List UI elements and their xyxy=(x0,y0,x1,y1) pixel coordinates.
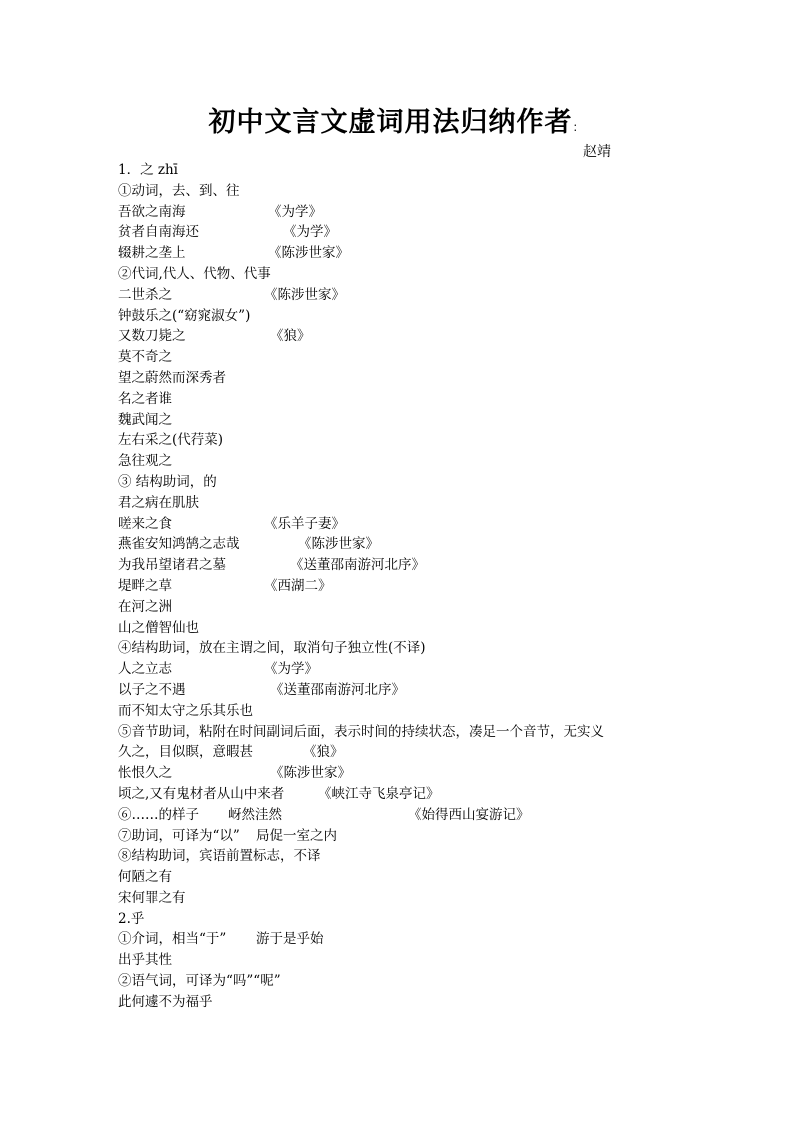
line-text: ⑥……的样子 xyxy=(118,806,199,823)
line-text: 吾欲之南海 xyxy=(118,203,186,220)
text-line xyxy=(118,638,678,659)
line-text: 出乎其性 xyxy=(118,952,172,969)
line-text: 急往观之 xyxy=(118,453,172,470)
line-source: 《陈涉世家》 xyxy=(268,245,349,262)
line-text: 1．之 zhī xyxy=(118,162,179,178)
line-text: ②代词,代人、代物、代事 xyxy=(118,265,271,282)
text-line xyxy=(118,971,678,992)
line-text: 堤畔之草 xyxy=(118,577,172,594)
text-line xyxy=(118,784,678,805)
line-text: 怅恨久之 xyxy=(118,765,172,782)
text-line xyxy=(118,222,678,243)
text-line xyxy=(118,181,678,202)
text-line xyxy=(118,451,678,472)
line-source: 《陈涉世家》 xyxy=(298,536,379,553)
line-source: 《乐羊子妻》 xyxy=(264,515,345,532)
line-text: 辍耕之垄上 xyxy=(118,245,186,262)
line-text: 君之病在肌肤 xyxy=(118,494,199,511)
author-name: 赵靖 xyxy=(583,144,611,160)
text-line xyxy=(118,680,678,701)
line-text: ①动词，去、到、往 xyxy=(118,182,240,199)
line-text: 左右采之(代荇菜) xyxy=(118,432,224,449)
text-line xyxy=(118,430,678,451)
text-line xyxy=(118,410,678,431)
line-source: 《为学》 xyxy=(283,224,337,241)
text-line xyxy=(118,472,678,493)
line-text: ⑤音节助词，粘附在时间副词后面，表示时间的持续状态，凑足一个音节，无实义 xyxy=(118,723,604,740)
text-line xyxy=(118,826,678,847)
line-text: 此何遽不为福乎 xyxy=(118,993,213,1010)
text-line xyxy=(118,763,678,784)
text-line xyxy=(118,929,678,950)
line-source: 局促一室之内 xyxy=(256,827,337,844)
line-text: 久之，目似瞑，意暇甚 xyxy=(118,744,253,761)
title-text: 初中文言文虚词用法归纳作者 xyxy=(208,107,573,138)
text-line xyxy=(118,264,678,285)
text-line xyxy=(118,701,678,722)
line-source: 《狼》 xyxy=(303,744,344,761)
line-text: ②语气词，可译为“吗”“呢” xyxy=(118,973,281,990)
text-line xyxy=(118,742,678,763)
line-text: 为我吊望诸君之墓 xyxy=(118,557,226,574)
line-text: ④结构助词，放在主谓之间，取消句子独立性(不译) xyxy=(118,640,426,657)
line-source: 《送董邵南游河北序》 xyxy=(270,681,405,698)
line-source: 《为学》 xyxy=(268,203,322,220)
text-line xyxy=(118,992,678,1013)
document-body xyxy=(118,160,678,1013)
line-text: 莫不奇之 xyxy=(118,349,172,366)
line-text: 贫者自南海还 xyxy=(118,224,199,241)
line-text: ③ 结构助词，的 xyxy=(118,473,217,490)
line-source: 岈然洼然 xyxy=(228,806,282,823)
line-source-2: 《始得西山宴游记》 xyxy=(408,806,530,823)
text-line xyxy=(118,306,678,327)
text-line xyxy=(118,659,678,680)
text-line xyxy=(118,722,678,743)
line-source: 《陈涉世家》 xyxy=(264,286,345,303)
text-line xyxy=(118,389,678,410)
line-source: 游于是乎始 xyxy=(256,931,324,948)
line-source: 《狼》 xyxy=(270,328,311,345)
text-line xyxy=(118,243,678,264)
text-line xyxy=(118,597,678,618)
text-line xyxy=(118,555,678,576)
line-text: 宋何罪之有 xyxy=(118,889,186,906)
text-line xyxy=(118,160,678,181)
document-title xyxy=(0,100,794,139)
line-text: 嗟来之食 xyxy=(118,515,172,532)
line-text: 望之蔚然而深秀者 xyxy=(118,369,226,386)
line-text: 何陋之有 xyxy=(118,869,172,886)
text-line xyxy=(118,867,678,888)
text-line xyxy=(118,368,678,389)
line-text: ⑧结构助词，宾语前置标志，不译 xyxy=(118,848,321,865)
text-line xyxy=(118,493,678,514)
line-text: 以子之不遇 xyxy=(118,681,186,698)
line-text: 2.乎 xyxy=(118,910,145,927)
line-text: 在河之洲 xyxy=(118,598,172,615)
line-source: 《西湖二》 xyxy=(264,577,332,594)
text-line xyxy=(118,909,678,930)
text-line xyxy=(118,326,678,347)
line-source: 《送董邵南游河北序》 xyxy=(290,557,425,574)
line-text: 名之者谁 xyxy=(118,390,172,407)
line-text: 魏武闻之 xyxy=(118,411,172,428)
text-line xyxy=(118,534,678,555)
text-line xyxy=(118,888,678,909)
text-line xyxy=(118,347,678,368)
title-colon: ： xyxy=(572,120,586,134)
text-line xyxy=(118,950,678,971)
text-line xyxy=(118,285,678,306)
line-text: 又数刀毙之 xyxy=(118,328,186,345)
text-line xyxy=(118,805,678,826)
text-line xyxy=(118,576,678,597)
line-text: 燕雀安知鸿鹄之志哉 xyxy=(118,536,240,553)
text-line xyxy=(118,514,678,535)
line-text: ①介词，相当“于” xyxy=(118,931,227,948)
line-source: 《为学》 xyxy=(264,661,318,678)
line-text: 钟鼓乐之(“窈窕淑女”) xyxy=(118,307,251,324)
text-line xyxy=(118,846,678,867)
text-line xyxy=(118,618,678,639)
line-text: 二世杀之 xyxy=(118,286,172,303)
line-source: 《峡江寺飞泉亭记》 xyxy=(318,785,440,802)
line-text: 山之僧智仙也 xyxy=(118,619,199,636)
text-line xyxy=(118,202,678,223)
line-source: 《陈涉世家》 xyxy=(270,765,351,782)
line-text: 顷之,又有鬼材者从山中来者 xyxy=(118,785,285,802)
line-text: 人之立志 xyxy=(118,661,172,678)
line-text: ⑦助词，可译为“以” xyxy=(118,827,240,844)
line-text: 而不知太守之乐其乐也 xyxy=(118,702,253,719)
